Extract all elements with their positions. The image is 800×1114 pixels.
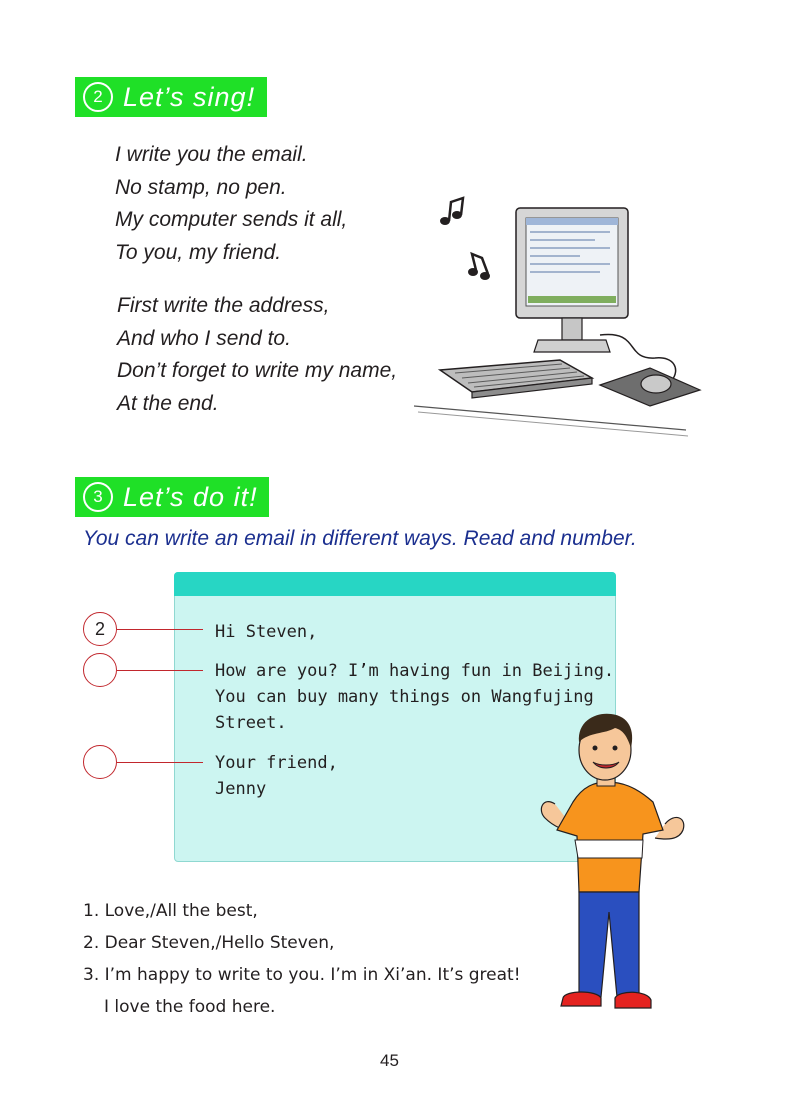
song-stanza-1 (115, 139, 347, 269)
song-line: And who I send to. (117, 326, 291, 350)
music-note-icon (440, 198, 490, 280)
option-2: 2. Dear Steven,/Hello Steven, (83, 933, 335, 953)
song-line: First write the address, (117, 294, 330, 317)
email-closing (215, 750, 338, 802)
section-title: Let’s do it! (123, 481, 258, 512)
option-3-continued: I love the food here. (104, 997, 276, 1017)
computer-illustration (410, 190, 700, 440)
song-line: At the end. (117, 391, 219, 415)
connector-line (117, 670, 203, 671)
option-1: 1. Love,/All the best, (83, 901, 258, 921)
song-stanza-2 (117, 290, 397, 420)
section-title: Let’s sing! (123, 81, 256, 112)
section-number: 3 (83, 482, 113, 512)
email-body-line: You can buy many things on Wangfujing (215, 687, 594, 707)
connector-line (117, 762, 203, 763)
email-closing-line: Your friend, (215, 753, 338, 773)
option-3: 3. I’m happy to write to you. I’m in Xi’an. It’s great! (83, 965, 521, 985)
email-body-line: Street. (215, 713, 287, 733)
song-line: Don’t forget to write my name, (117, 359, 398, 382)
boy-illustration (535, 712, 695, 1017)
song-line: I write you the email. (115, 143, 308, 166)
answer-circle-closing[interactable] (83, 745, 117, 779)
answer-circle-body[interactable] (83, 653, 117, 687)
section-2-banner (75, 77, 267, 117)
answer-circle-greeting[interactable]: 2 (83, 612, 117, 646)
email-header-bar (174, 572, 616, 596)
email-body-line: How are you? I’m having fun in Beijing. (215, 661, 615, 681)
email-greeting: Hi Steven, (215, 622, 318, 642)
section-3-banner (75, 477, 269, 517)
song-line: My computer sends it all, (115, 208, 348, 231)
email-closing-line: Jenny (215, 779, 267, 799)
song-line: To you, my friend. (115, 240, 282, 264)
song-line: No stamp, no pen. (115, 175, 287, 199)
section-number: 2 (83, 82, 113, 112)
instruction-text: You can write an email in different ways. Read and number. (83, 527, 637, 550)
connector-line (117, 629, 203, 630)
page-number: 45 (380, 1051, 399, 1070)
